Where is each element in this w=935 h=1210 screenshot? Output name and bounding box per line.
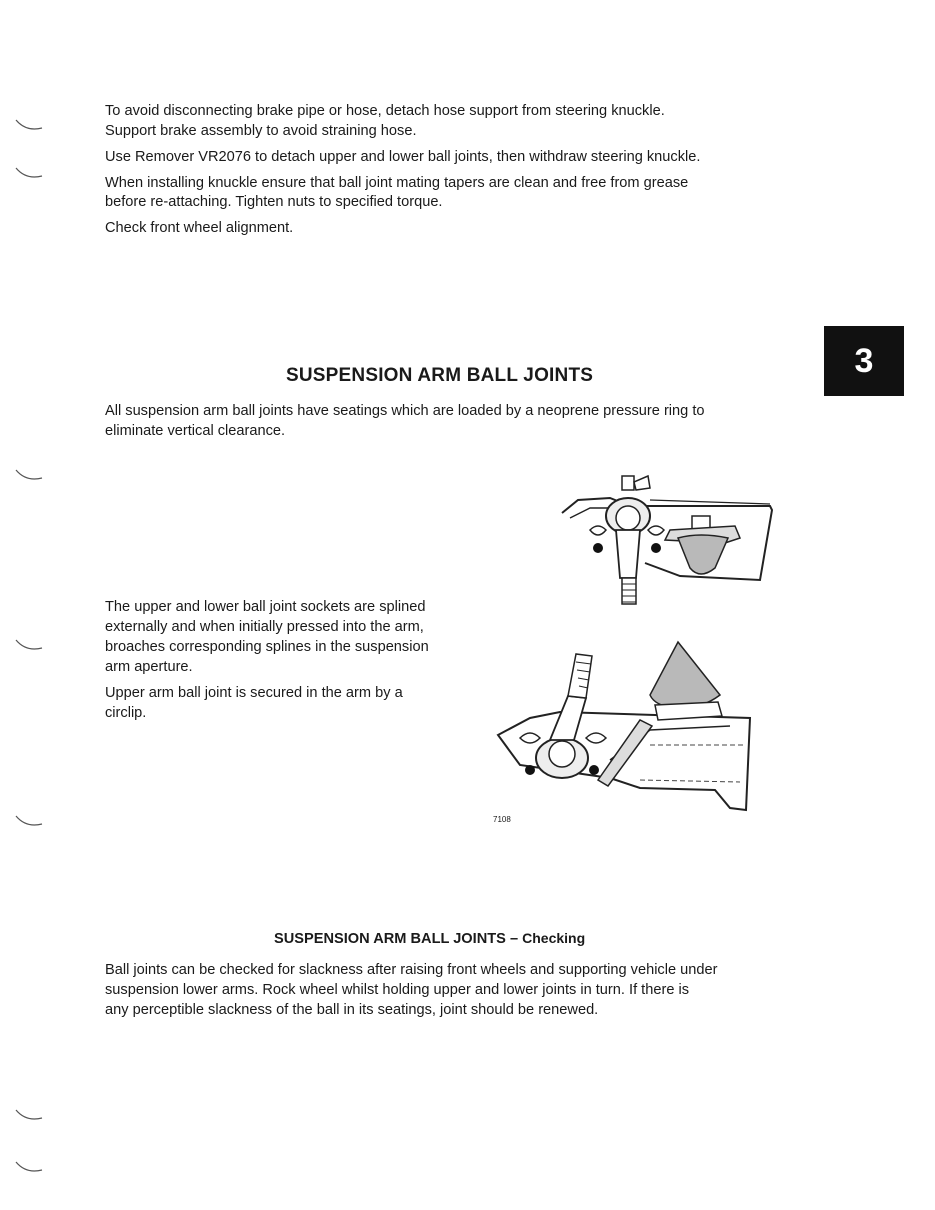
- intro-para4: Check front wheel alignment.: [105, 220, 294, 236]
- section-tab: 3: [824, 326, 904, 396]
- section1-para1-line1: All suspension arm ball joints have seatings which are loaded by a neoprene pressure ring to: [105, 403, 705, 419]
- section1-para1-line2: eliminate vertical clearance.: [105, 423, 286, 439]
- binder-hole-mark: [14, 1108, 44, 1122]
- section1-para3-line1: Upper arm ball joint is secured in the arm by a: [105, 685, 403, 701]
- section2-para-line2: suspension lower arms. Rock wheel whilst holding upper and lower joints in turn. If there is: [105, 982, 690, 998]
- lower-ball-joint-illustration: [490, 640, 760, 815]
- section1-para2-line1: The upper and lower ball joint sockets are splined: [105, 599, 426, 615]
- intro-para2: Use Remover VR2076 to detach upper and lower ball joints, then withdraw steering knuckle.: [105, 149, 701, 165]
- binder-hole-mark: [14, 468, 44, 482]
- binder-hole-mark: [14, 1160, 44, 1174]
- section2-title-dash: –: [505, 931, 523, 947]
- intro-para3-line2: before re-attaching. Tighten nuts to specified torque.: [105, 194, 443, 210]
- intro-para3-line1: When installing knuckle ensure that ball joint mating tapers are clean and free from grease: [105, 175, 689, 191]
- section2-title-sub: Checking: [522, 930, 586, 946]
- section1-title: SUSPENSION ARM BALL JOINTS: [286, 365, 594, 386]
- section1-para2-line3: broaches corresponding splines in the suspension: [105, 639, 429, 655]
- section2-title-main: SUSPENSION ARM BALL JOINTS: [274, 931, 506, 947]
- binder-hole-mark: [14, 638, 44, 652]
- upper-ball-joint-illustration: [550, 468, 780, 618]
- section1-para3-line2: circlip.: [105, 705, 147, 721]
- intro-para1-line1: To avoid disconnecting brake pipe or hose, detach hose support from steering knuckle.: [105, 103, 665, 119]
- section2-title: [274, 930, 585, 947]
- section2-para-line3: any perceptible slackness of the ball in its seatings, joint should be renewed.: [105, 1002, 599, 1018]
- figure-number: 7108: [493, 815, 511, 824]
- binder-hole-mark: [14, 118, 44, 132]
- binder-hole-mark: [14, 814, 44, 828]
- binder-hole-mark: [14, 166, 44, 180]
- section1-para2-line4: arm aperture.: [105, 659, 193, 675]
- section1-para2-line2: externally and when initially pressed into the arm,: [105, 619, 424, 635]
- intro-para1-line2: Support brake assembly to avoid straining hose.: [105, 123, 417, 139]
- section2-para-line1: Ball joints can be checked for slackness after raising front wheels and supporting vehicle under: [105, 962, 718, 978]
